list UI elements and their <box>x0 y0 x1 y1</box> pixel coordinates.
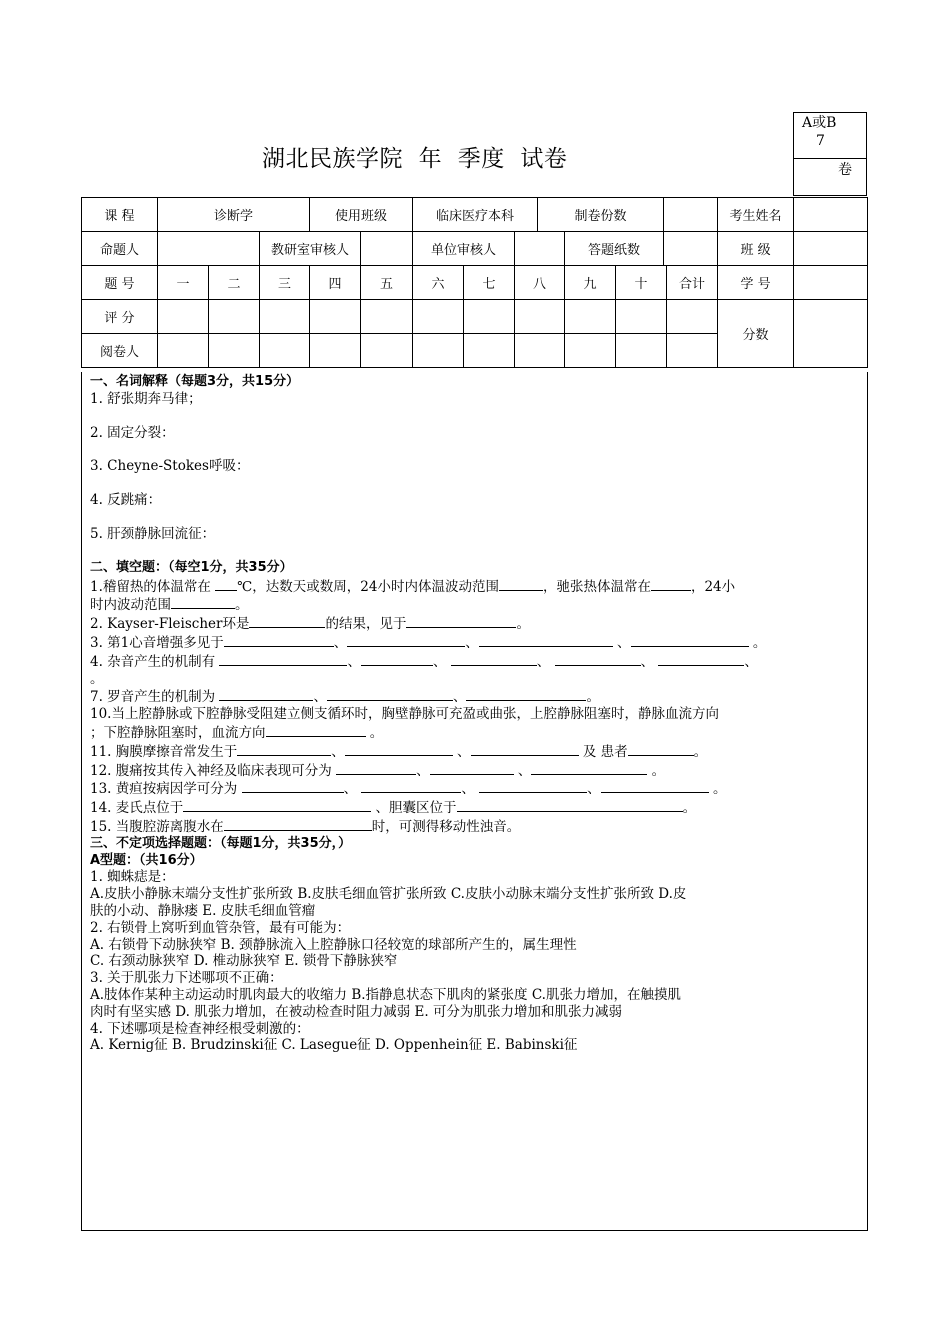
class-label: 使用班级 <box>310 198 413 232</box>
paper-version-number: 7 <box>816 133 825 149</box>
question-no-8: 八 <box>515 266 565 300</box>
choice-q1-options-cont: 肤的小动、静脉瘘 E. 皮肤毛细血管瘤 <box>90 902 316 919</box>
paper-version-label: A或B <box>802 115 837 131</box>
choice-q3: 3. 关于肌张力下述哪项不正确： <box>90 970 283 987</box>
section-2-title: 二、填空题：（每空1分，共35分） <box>90 559 293 575</box>
grader-cell-9[interactable] <box>565 334 616 368</box>
choice-q3-options-cont: 肉时有坚实感 D. 肌张力增加，在被动检查时阻力减弱 E. 可分为肌张力增加和肌张力减弱 <box>90 1003 622 1020</box>
choice-q2: 2. 右锁骨上窝听到血管杂管，最有可能为： <box>90 919 351 936</box>
choice-q2-options: A. 右锁骨下动脉狭窄 B. 颈静脉流入上腔静脉口径较宽的球部所产生的，属生理性 <box>90 936 577 953</box>
question-no-label: 题 号 <box>82 266 158 300</box>
fill-item-12: 12. 腹痛按其传入神经及临床表现可分为 、 、 。 <box>90 762 666 779</box>
fill-item-2: 2. Kayser-Fleischer环是 的结果，见于 。 <box>90 616 530 633</box>
points-value[interactable] <box>794 300 868 368</box>
setter-value[interactable] <box>158 232 260 266</box>
unit-reviewer-value[interactable] <box>515 232 565 266</box>
course-value: 诊断学 <box>158 198 310 232</box>
grader-cell-10[interactable] <box>616 334 667 368</box>
section-3-title: 三、不定项选择题题：（每题1分，共35分，） <box>90 835 352 851</box>
copies-value[interactable] <box>664 198 718 232</box>
choice-q3-options: A.肢体作某种主动运动时肌肉最大的收缩力 B.指静息状态下肌肉的紧张度 C.肌张力增加，在触摸肌 <box>90 986 681 1003</box>
fill-item-1: 1.稽留热的体温常在 ℃，达数天或数周，24小时内体温波动范围 ，驰张热体温常在 ，24小 <box>90 578 736 595</box>
student-no-label: 学 号 <box>718 266 794 300</box>
grader-cell-7[interactable] <box>464 334 515 368</box>
term-item: 4. 反跳痛： <box>90 492 162 509</box>
dept-reviewer-label: 教研室审核人 <box>260 232 361 266</box>
fill-item-10: 10.当上腔静脉或下腔静脉受阻建立侧支循环时，胸壁静脉可充盈或曲张，上腔静脉阻塞时，静脉血流方向 <box>90 706 719 723</box>
fill-item-15: 15. 当腹腔游离腹水在 时，可测得移动性浊音。 <box>90 818 521 835</box>
grader-cell-8[interactable] <box>515 334 565 368</box>
score-cell-9[interactable] <box>565 300 616 334</box>
exam-body <box>81 372 868 1231</box>
choice-q2-options-cont: C. 右颈动脉狭窄 D. 椎动脉狭窄 E. 锁骨下静脉狭窄 <box>90 953 398 970</box>
score-cell-8[interactable] <box>515 300 565 334</box>
fill-item-11: 11. 胸膜摩擦音常发生于 、 、 及 患者 。 <box>90 743 708 760</box>
score-cell-10[interactable] <box>616 300 667 334</box>
choice-q1: 1. 蜘蛛痣是： <box>90 869 175 886</box>
fill-item-14: 14. 麦氏点位于 、胆囊区位于 。 <box>90 800 697 817</box>
grader-cell-3[interactable] <box>260 334 310 368</box>
setter-label: 命题人 <box>82 232 158 266</box>
score-cell-total[interactable] <box>667 300 718 334</box>
grader-cell-6[interactable] <box>413 334 464 368</box>
grader-cell-1[interactable] <box>158 334 209 368</box>
score-cell-5[interactable] <box>361 300 413 334</box>
fill-item-1-cont: 时内波动范围 。 <box>90 597 249 614</box>
score-cell-7[interactable] <box>464 300 515 334</box>
class-value: 临床医疗本科 <box>413 198 538 232</box>
fill-item-3: 3. 第1心音增强多见于 、 、 、 。 <box>90 634 767 651</box>
exam-header-table <box>81 197 868 368</box>
fill-item-7: 7. 罗音产生的机制为 、 、 。 <box>90 689 600 706</box>
score-cell-4[interactable] <box>310 300 361 334</box>
term-item: 1. 舒张期奔马律； <box>90 390 202 407</box>
fill-item-10-cont: ；下腔静脉阻塞时，血流方向 。 <box>90 724 384 741</box>
score-cell-6[interactable] <box>413 300 464 334</box>
term-item: 2. 固定分裂： <box>90 424 175 441</box>
grader-cell-5[interactable] <box>361 334 413 368</box>
question-no-6: 六 <box>413 266 464 300</box>
choice-q1-options: A.皮肤小静脉末端分支性扩张所致 B.皮肤毛细血管扩张所致 C.皮肤小动脉末端分支性扩张所致 D.皮 <box>90 886 687 903</box>
question-no-4: 四 <box>310 266 361 300</box>
choice-q4: 4. 下述哪项是检查神经根受刺激的： <box>90 1020 310 1037</box>
score-cell-2[interactable] <box>209 300 260 334</box>
section-1-title: 一、名词解释（每题3分，共15分） <box>90 374 300 389</box>
question-no-2: 二 <box>209 266 260 300</box>
sheets-label: 答题纸数 <box>565 232 664 266</box>
dept-reviewer-value[interactable] <box>361 232 413 266</box>
grader-row-label: 阅卷人 <box>82 334 158 368</box>
score-row-label: 评 分 <box>82 300 158 334</box>
question-no-3: 三 <box>260 266 310 300</box>
class-name-value[interactable] <box>794 232 868 266</box>
score-cell-1[interactable] <box>158 300 209 334</box>
total-label: 合计 <box>667 266 718 300</box>
fill-item-4-cont: 。 <box>90 670 104 687</box>
unit-reviewer-label: 单位审核人 <box>413 232 515 266</box>
score-cell-3[interactable] <box>260 300 310 334</box>
points-label: 分数 <box>718 300 794 368</box>
question-no-10: 十 <box>616 266 667 300</box>
question-no-7: 七 <box>464 266 515 300</box>
term-item: 5. 肝颈静脉回流征： <box>90 525 216 542</box>
copies-label: 制卷份数 <box>538 198 664 232</box>
sheets-value[interactable] <box>664 232 718 266</box>
exam-title: 湖北民族学院 年 季度 试卷 <box>262 146 568 172</box>
course-label: 课 程 <box>82 198 158 232</box>
question-no-9: 九 <box>565 266 616 300</box>
paper-version-suffix: 卷 <box>838 162 852 178</box>
paper-version-box <box>793 112 867 196</box>
term-item: 3. Cheyne-Stokes呼吸： <box>90 458 250 475</box>
section-3a-title: A型题：（共16分） <box>90 852 203 868</box>
class-name-label: 班 级 <box>718 232 794 266</box>
question-no-5: 五 <box>361 266 413 300</box>
student-name-label: 考生姓名 <box>718 198 794 232</box>
choice-q4-options: A. Kernig征 B. Brudzinski征 C. Lasegue征 D. Oppenhein征 E. Babinski征 <box>90 1037 578 1054</box>
fill-item-13: 13. 黄疸按病因学可分为 、 、 、 。 <box>90 781 727 798</box>
grader-cell-4[interactable] <box>310 334 361 368</box>
grader-cell-2[interactable] <box>209 334 260 368</box>
grader-cell-total[interactable] <box>667 334 718 368</box>
question-no-1: 一 <box>158 266 209 300</box>
fill-item-4: 4. 杂音产生的机制有 、 、 、 、 、 <box>90 653 758 670</box>
student-name-value[interactable] <box>794 198 868 232</box>
student-no-value[interactable] <box>794 266 868 300</box>
